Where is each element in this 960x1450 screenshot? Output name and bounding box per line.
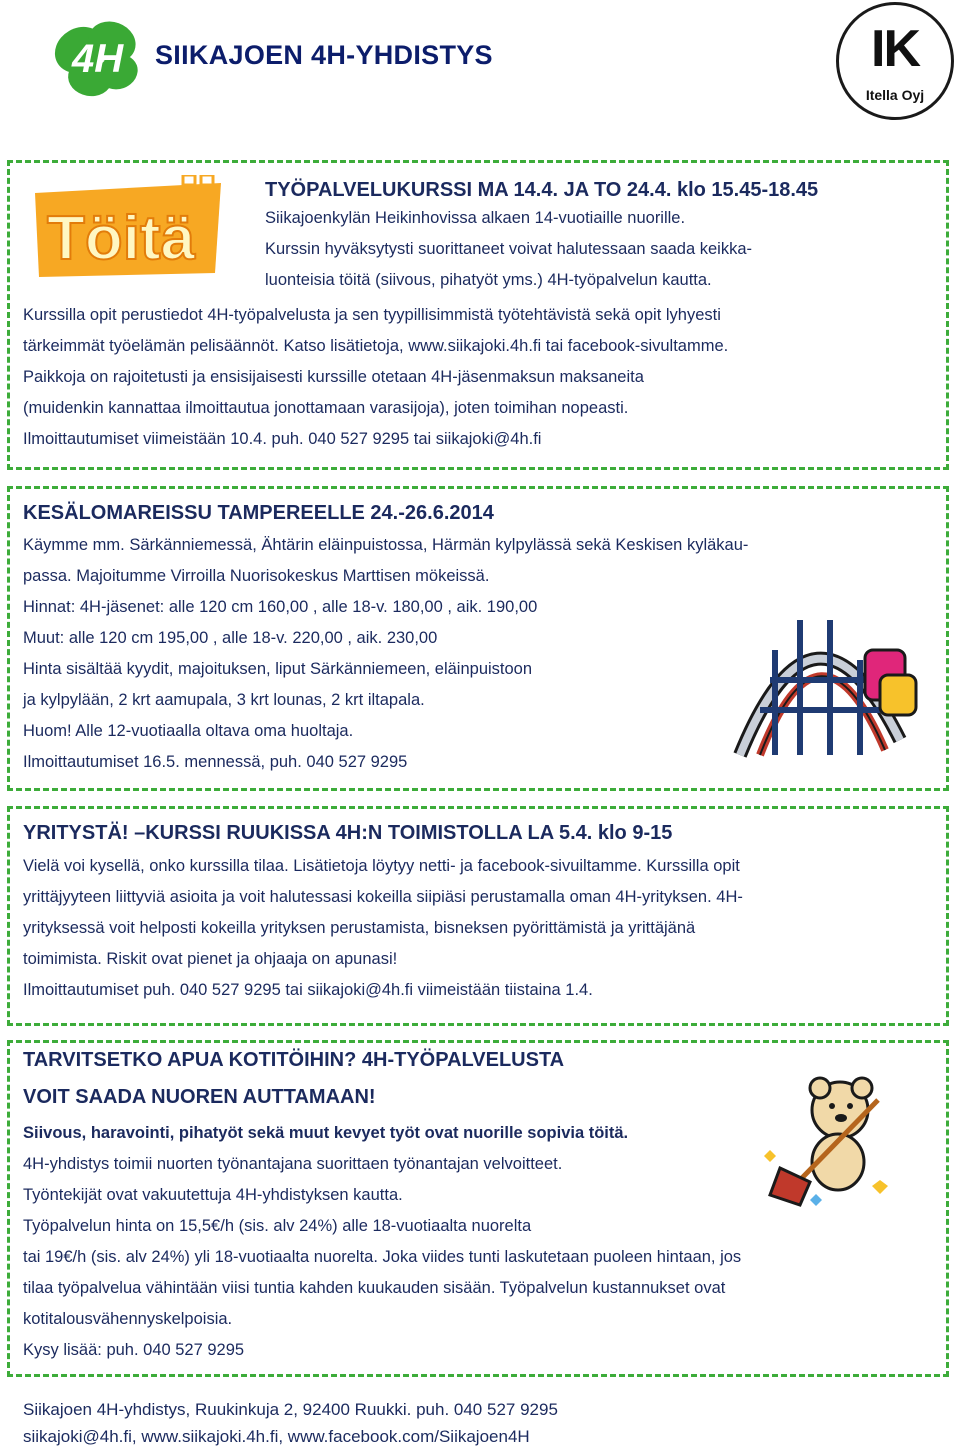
section3-body — [23, 851, 743, 1006]
itella-logo-name: Itella Oyj — [865, 87, 925, 103]
text-line: Siikajoenkylän Heikinhovissa alkaen 14-vuotiaille nuorille. — [265, 209, 686, 227]
section1-intro — [265, 203, 752, 296]
text-line: yrityksessä voit helposti kokeilla yrityksen perustamista, bisneksen pyörittämistä ja yrittäjänä — [23, 919, 696, 937]
itella-logo-mark: IK — [871, 20, 919, 78]
text-line: Ilmoittautumiset puh. 040 527 9295 tai siikajoki@4h.fi viimeistään tiistaina 1.4. — [23, 981, 593, 999]
text-line: tilaa työpalvelua vähintään viisi tuntia kahden kuukauden sisään. Työpalvelun kustannukset ovat — [23, 1279, 726, 1297]
text-line: tai 19€/h (sis. alv 24%) yli 18-vuotiaalta nuorelta. Joka viides tunti laskutetaan puoleen hintaan, jos — [23, 1248, 742, 1266]
section1-title: TYÖPALVELUKURSSI MA 14.4. JA TO 24.4. klo 15.45-18.45 — [265, 179, 819, 201]
4h-clover-logo — [50, 12, 145, 104]
text-line: ja kylpylään, 2 krt aamupala, 3 krt lounas, 2 krt iltapala. — [23, 691, 425, 709]
section4-title-line2: VOIT SAADA NUOREN AUTTAMAAN! — [23, 1086, 376, 1108]
text-line: Muut: alle 120 cm 195,00 , alle 18-v. 220,00 , aik. 230,00 — [23, 629, 438, 647]
footer-address: Siikajoen 4H-yhdistys, Ruukinkuja 2, 92400 Ruukki. puh. 040 527 9295 — [23, 1400, 558, 1419]
itella-logo — [836, 2, 954, 120]
svg-text:Töitä: Töitä — [47, 204, 196, 273]
text-line: Vielä voi kysellä, onko kurssilla tilaa. Lisätietoja löytyy netti- ja facebook-sivuiltamme. Kurssilla opit — [23, 857, 740, 875]
text-line: tärkeimmät työelämän pelisäännöt. Katso lisätietoja, www.siikajoki.4h.fi tai facebook-sivultamme. — [23, 337, 729, 355]
svg-text:4H: 4H — [72, 37, 124, 81]
section4-highlight: Siivous, haravointi, pihatyöt sekä muut kevyet työt ovat nuorille sopivia töitä. — [23, 1124, 629, 1142]
section2-body — [23, 530, 748, 778]
text-line: yrittäjyyteen liittyviä asioita ja voit halutessasi kokeilla siipiäsi perustamalla oman 4H-yrityksen. 4H- — [23, 888, 743, 906]
text-line: Kurssin hyväksytysti suorittaneet voivat halutessaan saada keikka- — [265, 240, 752, 258]
footer-links: siikajoki@4h.fi, www.siikajoki.4h.fi, www.facebook.com/Siikajoen4H — [23, 1427, 530, 1446]
text-line: Ilmoittautumiset viimeistään 10.4. puh. 040 527 9295 tai siikajoki@4h.fi — [23, 430, 542, 448]
footer — [23, 1396, 558, 1450]
page-title: SIIKAJOEN 4H-YHDISTYS — [155, 40, 493, 70]
toita-logo — [33, 175, 223, 280]
text-line: 4H-yhdistys toimii nuorten työnantajana suorittaen työnantajan velvoitteet. — [23, 1155, 563, 1173]
text-line: toimimista. Riskit ovat pienet ja ohjaaja on apunasi! — [23, 950, 398, 968]
bear-sweeping-icon — [760, 1070, 900, 1210]
section2-title: KESÄLOMAREISSU TAMPEREELLE 24.-26.6.2014 — [23, 502, 494, 524]
text-line: luonteisia töitä (siivous, pihatyöt yms.) 4H-työpalvelun kautta. — [265, 271, 712, 289]
text-line: kotitalousvähennyskelpoisia. — [23, 1310, 233, 1328]
section1-body — [23, 300, 728, 455]
section4-title-line1: TARVITSETKO APUA KOTITÖIHIN? 4H-TYÖPALVELUSTA — [23, 1049, 565, 1071]
section3-title: YRITYSTÄ! –KURSSI RUUKISSA 4H:N TOIMISTOLLA LA 5.4. klo 9-15 — [23, 822, 673, 844]
text-line: Työntekijät ovat vakuutettuja 4H-yhdistyksen kautta. — [23, 1186, 403, 1204]
text-line: Käymme mm. Särkänniemessä, Ähtärin eläinpuistossa, Härmän kylpylässä sekä Keskisen kyläkau- — [23, 536, 749, 554]
text-line: Hinnat: 4H-jäsenet: alle 120 cm 160,00 , alle 18-v. 180,00 , aik. 190,00 — [23, 598, 538, 616]
section4-body — [23, 1149, 741, 1366]
roller-coaster-icon — [720, 590, 930, 760]
text-line: Huom! Alle 12-vuotiaalla oltava oma huoltaja. — [23, 722, 354, 740]
text-line: Hinta sisältää kyydit, majoituksen, liput Särkänniemeen, eläinpuistoon — [23, 660, 533, 678]
text-line: Kysy lisää: puh. 040 527 9295 — [23, 1341, 245, 1359]
text-line: Työpalvelun hinta on 15,5€/h (sis. alv 24%) alle 18-vuotiaalta nuorelta — [23, 1217, 532, 1235]
text-line: passa. Majoitumme Virroilla Nuorisokeskus Marttisen mökeissä. — [23, 567, 490, 585]
text-line: Kurssilla opit perustiedot 4H-työpalvelusta ja sen tyypillisimmistä työtehtävistä sekä opit lyhyesti — [23, 306, 721, 324]
text-line: Paikkoja on rajoitetusti ja ensisijaisesti kurssille otetaan 4H-jäsenmaksun maksaneita — [23, 368, 644, 386]
text-line: Ilmoittautumiset 16.5. mennessä, puh. 040 527 9295 — [23, 753, 408, 771]
text-line: (muidenkin kannattaa ilmoittautua jonottamaan varasijoja), joten toimihan nopeasti. — [23, 399, 629, 417]
